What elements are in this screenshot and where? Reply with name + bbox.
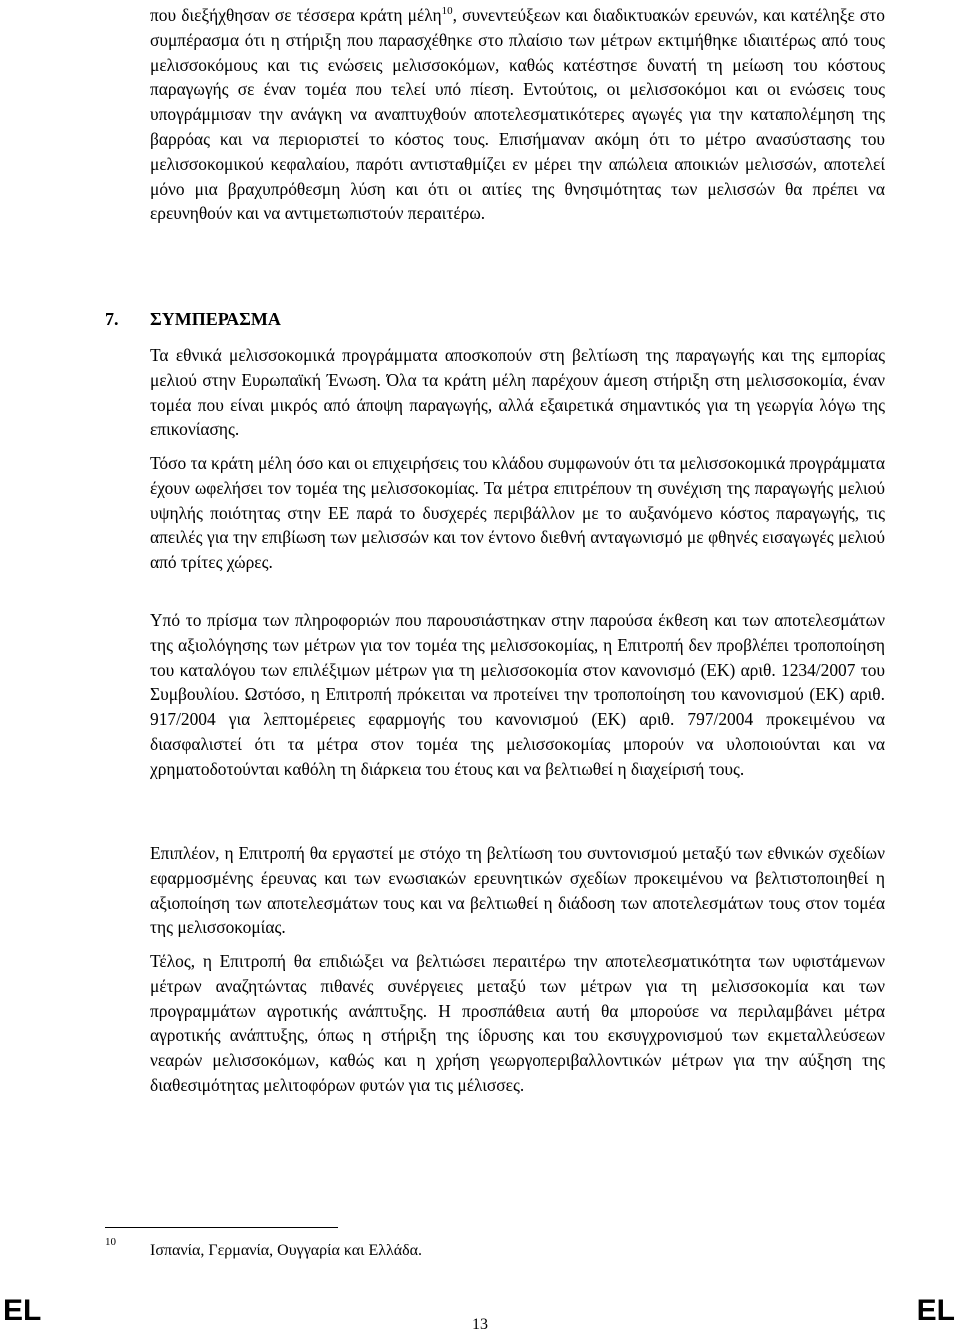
body-paragraph-1: [150, 3, 885, 226]
body-paragraph-2: Τα εθνικά μελισσοκομικά προγράμματα αποσκοπούν στη βελτίωση της παραγωγής και της εμπορίας μελιού στην Ευρωπαϊκή Ένωση. Όλα τα κράτη μέλη παρέχουν άμεση στήριξη στη μελισσοκομία, έναν τομέα που είναι μικρός από άποψη παραγωγής, αλλά εξαιρετικά σημαντικός για τη γεωργία λόγω της επικονίασης.: [150, 345, 885, 440]
page-number: 13: [472, 1316, 488, 1333]
language-code-right: EL: [916, 1294, 955, 1327]
body-paragraph-3: Τόσο τα κράτη μέλη όσο και οι επιχειρήσεις του κλάδου συμφωνούν ότι τα μελισσοκομικά προγράμματα έχουν ωφελήσει τον τομέα της μελισσοκομίας. Τα μέτρα επιτρέπουν τη συνέχιση της παραγωγής μελιού υψηλής ποιότητας στην ΕΕ παρά το δυσχερές περιβάλλον με το αυξανόμενο κόστος παραγωγής, τις απειλές για την επιβίωση των μελισσών και τον έντονο διεθνή ανταγωνισμό με φθηνές εισαγωγές μελιού από τρίτες χώρες.: [150, 453, 885, 573]
section-title: ΣΥΜΠΕΡΑΣΜΑ: [150, 309, 281, 329]
body-paragraph-6: Τέλος, η Επιτροπή θα επιδιώξει να βελτιώσει περαιτέρω την αποτελεσματικότητα των υφιστάμενων μέτρων αναζητώντας πιθανές συνέργειες μεταξύ των μέτρων για τη μελισσοκομία και των προγραμμάτων αγροτικής ανάπτυξης. Η προσπάθεια αυτή θα μπορούσε να περιλαμβάνει μέτρα αγροτικής ανάπτυξης, όπως η στήριξη της ίδρυσης και του εκσυγχρονισμού των εκμεταλλεύσεων νεαρών μελισσοκόμων, καθώς και η χρήση γεωργοπεριβαλλοντικών μέτρων για την αύξηση της διαθεσιμότητας μελιτοφόρων φυτών για τις μέλισσες.: [150, 951, 885, 1095]
body-paragraph-4: Υπό το πρίσμα των πληροφοριών που παρουσιάστηκαν στην παρούσα έκθεση και των αποτελεσμάτων της αξιολόγησης των μέτρων για τον τομέα της μελισσοκομίας, η Επιτροπή δεν προβλέπει τροποποίηση του καταλόγου των επιλέξιμων μέτρων για τη μελισσοκομία στον κανονισμό (ΕΚ) αριθ. 1234/2007 του Συμβουλίου. Ωστόσο, η Επιτροπή πρόκειται να προτείνει την τροποποίηση του κανονισμού (ΕΚ) αριθ. 917/2004 για λεπτομέρειες εφαρμογής του κανονισμού (ΕΚ) αριθ. 797/2004 προκειμένου να διασφαλιστεί ότι τα μέτρα στον τομέα της μελισσοκομίας μπορούν να υλοποιούνται και να χρηματοδοτούνται καθόλη τη διάρκεια του έτους και να βελτιωθεί η διαχείρισή τους.: [150, 610, 885, 779]
footnote-reference[interactable]: 10: [441, 5, 453, 18]
footnote-text: Ισπανία, Γερμανία, Ουγγαρία και Ελλάδα.: [150, 1242, 423, 1259]
footnote-divider: [105, 1227, 338, 1228]
section-number: 7.: [105, 309, 119, 329]
para1-text-after-ref: , συνεντεύξεων και διαδικτυακών ερευνών, και κατέληξε στο συμπέρασμα ότι η στήριξη που παρασχέθηκε στο πλαίσιο των μέτρων εκτιμήθηκε ιδιαιτέρως από τους μελισσοκόμους και τις ενώσεις μελισσοκόμων, καθώς κατέστησε δυνατή τη μείωση του κόστους παραγωγής σε έναν τομέα που τελεί υπό πίεση. Εντούτοις, οι μελισσοκόμοι και οι ενώσεις τους υπογράμμισαν την ανάγκη να αναπτυχθούν αποτελεσματικότερες αγωγές για την καταπολέμηση της βαρρόας και να περιοριστεί το κόστος τους. Επισήμαναν ακόμη ότι το μέτρο ανασύστασης του μελισσοκομικού κεφαλαίου, παρότι αντισταθμίζει εν μέρει την απώλεια αποικιών μελισσών, αποτελεί μόνο μια βραχυπρόθεσμη λύση και ότι οι αιτίες της θνησιμότητας των μελισσών θα πρέπει να ερευνηθούν και να αντιμετωπιστούν περαιτέρω.: [150, 5, 885, 224]
body-paragraph-5: Επιπλέον, η Επιτροπή θα εργαστεί με στόχο τη βελτίωση του συντονισμού μεταξύ των εθνικών σχεδίων εφαρμοσμένης έρευνας και των ενωσιακών ερευνητικών σχεδίων προκειμένου να βελτιστοποιηθεί η αξιοποίηση των αποτελεσμάτων τους και να βελτιωθεί η διάδοση των αποτελεσμάτων τους στον τομέα της μελισσοκομίας.: [150, 843, 885, 938]
language-code-left: EL: [3, 1294, 42, 1327]
para1-text-before-ref: που διεξήχθησαν σε τέσσερα κράτη μέλη: [150, 5, 442, 25]
footnote-marker: 10: [105, 1236, 116, 1248]
section-heading: [105, 307, 705, 331]
